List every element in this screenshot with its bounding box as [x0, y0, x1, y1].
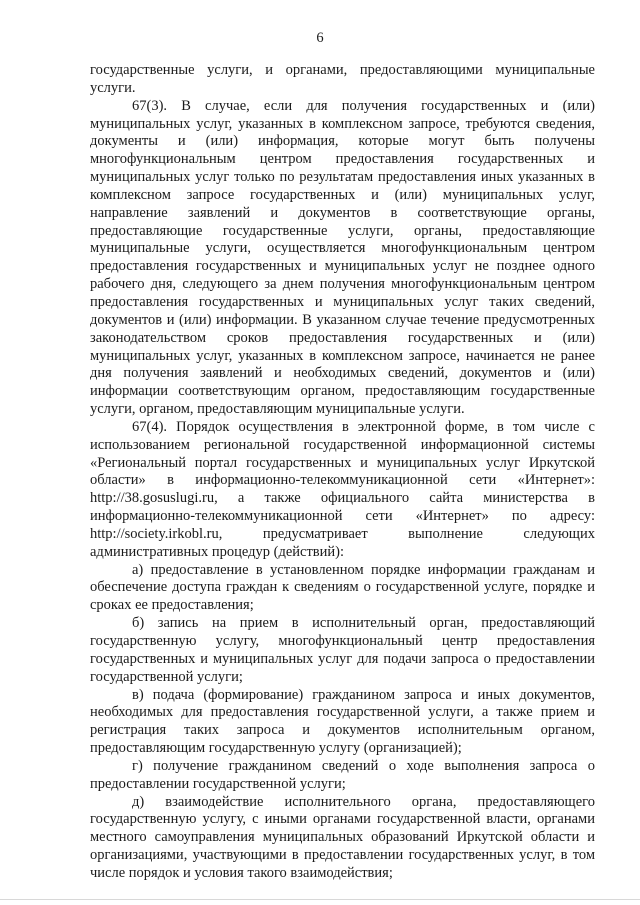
page-bottom-edge — [0, 899, 640, 900]
list-item-v: в) подача (формирование) гражданином запроса и иных документов, необходимых для предоставления государственной услуги, а также прием и регистрация таких запроса и документов исполнительным органом, предоставляющим государственную услугу (организацией); — [90, 686, 595, 757]
paragraph-continuation: государственные услуги, и органами, предоставляющими муниципальные услуги. — [90, 62, 595, 96]
document-body — [90, 62, 595, 883]
list-item-a: а) предоставление в установленном порядке информации гражданам и обеспечение доступа граждан к сведениям о государственной услуге, порядке и сроках ее предоставления; — [90, 561, 595, 614]
page-number: 6 — [316, 30, 324, 46]
paragraph-67-4: 67(4). Порядок осуществления в электронной форме, в том числе с использованием региональной государственной информационной системы «Региональный портал государственных и муниципальных услуг Иркутской области» в информационно-телекоммуникационной сети «Интернет»: http://38.gosuslugi.ru, а также официального сайта министерства в информационно-телекоммуникационной сети «Интернет» по адресу: http://society.irkobl.ru, предусматривает выполнение следующих административных процедур (действий): — [90, 418, 595, 560]
list-item-g: г) получение гражданином сведений о ходе выполнения запроса о предоставлении государственной услуги; — [90, 757, 595, 792]
list-item-d: д) взаимодействие исполнительного органа, предоставляющего государственную услугу, с иными органами государственной власти, органами местного самоуправления муниципальных образований Иркутской области и организациями, участвующими в предоставлении государственных услуг, в том числе порядок и условия такого взаимодействия; — [90, 793, 595, 881]
paragraph-67-3: 67(3). В случае, если для получения государственных и (или) муниципальных услуг, указанных в комплексном запросе, требуются сведения, документы и (или) информация, которые могут быть получены многофункциональным центром предоставления государственных и муниципальных услуг только по результатам предоставления иных указанных в комплексном запросе государственных и (или) муниципальных услуг, направление заявлений и документов в соответствующие органы, предоставляющие государственные услуги, органы, предоставляющие муниципальные услуги, осуществляется многофункциональным центром предоставления государственных и муниципальных услуг не позднее одного рабочего дня, следующего за днем получения многофункциональным центром предоставления государственных и муниципальных услуг таких сведений, документов и (или) информации. В указанном случае течение предусмотренных законодательством сроков предоставления государственных и (или) муниципальных услуг, указанных в комплексном запросе, начинается не ранее дня получения заявлений и необходимых сведений, документов и (или) информации соответствующим органом, предоставляющим государственные услуги, органом, предоставляющим муниципальные услуги. — [90, 97, 595, 418]
list-item-b: б) запись на прием в исполнительный орган, предоставляющий государственную услугу, многофункциональный центр предоставления государственных и муниципальных услуг для подачи запроса о предоставлении государственной услуги; — [90, 615, 595, 685]
